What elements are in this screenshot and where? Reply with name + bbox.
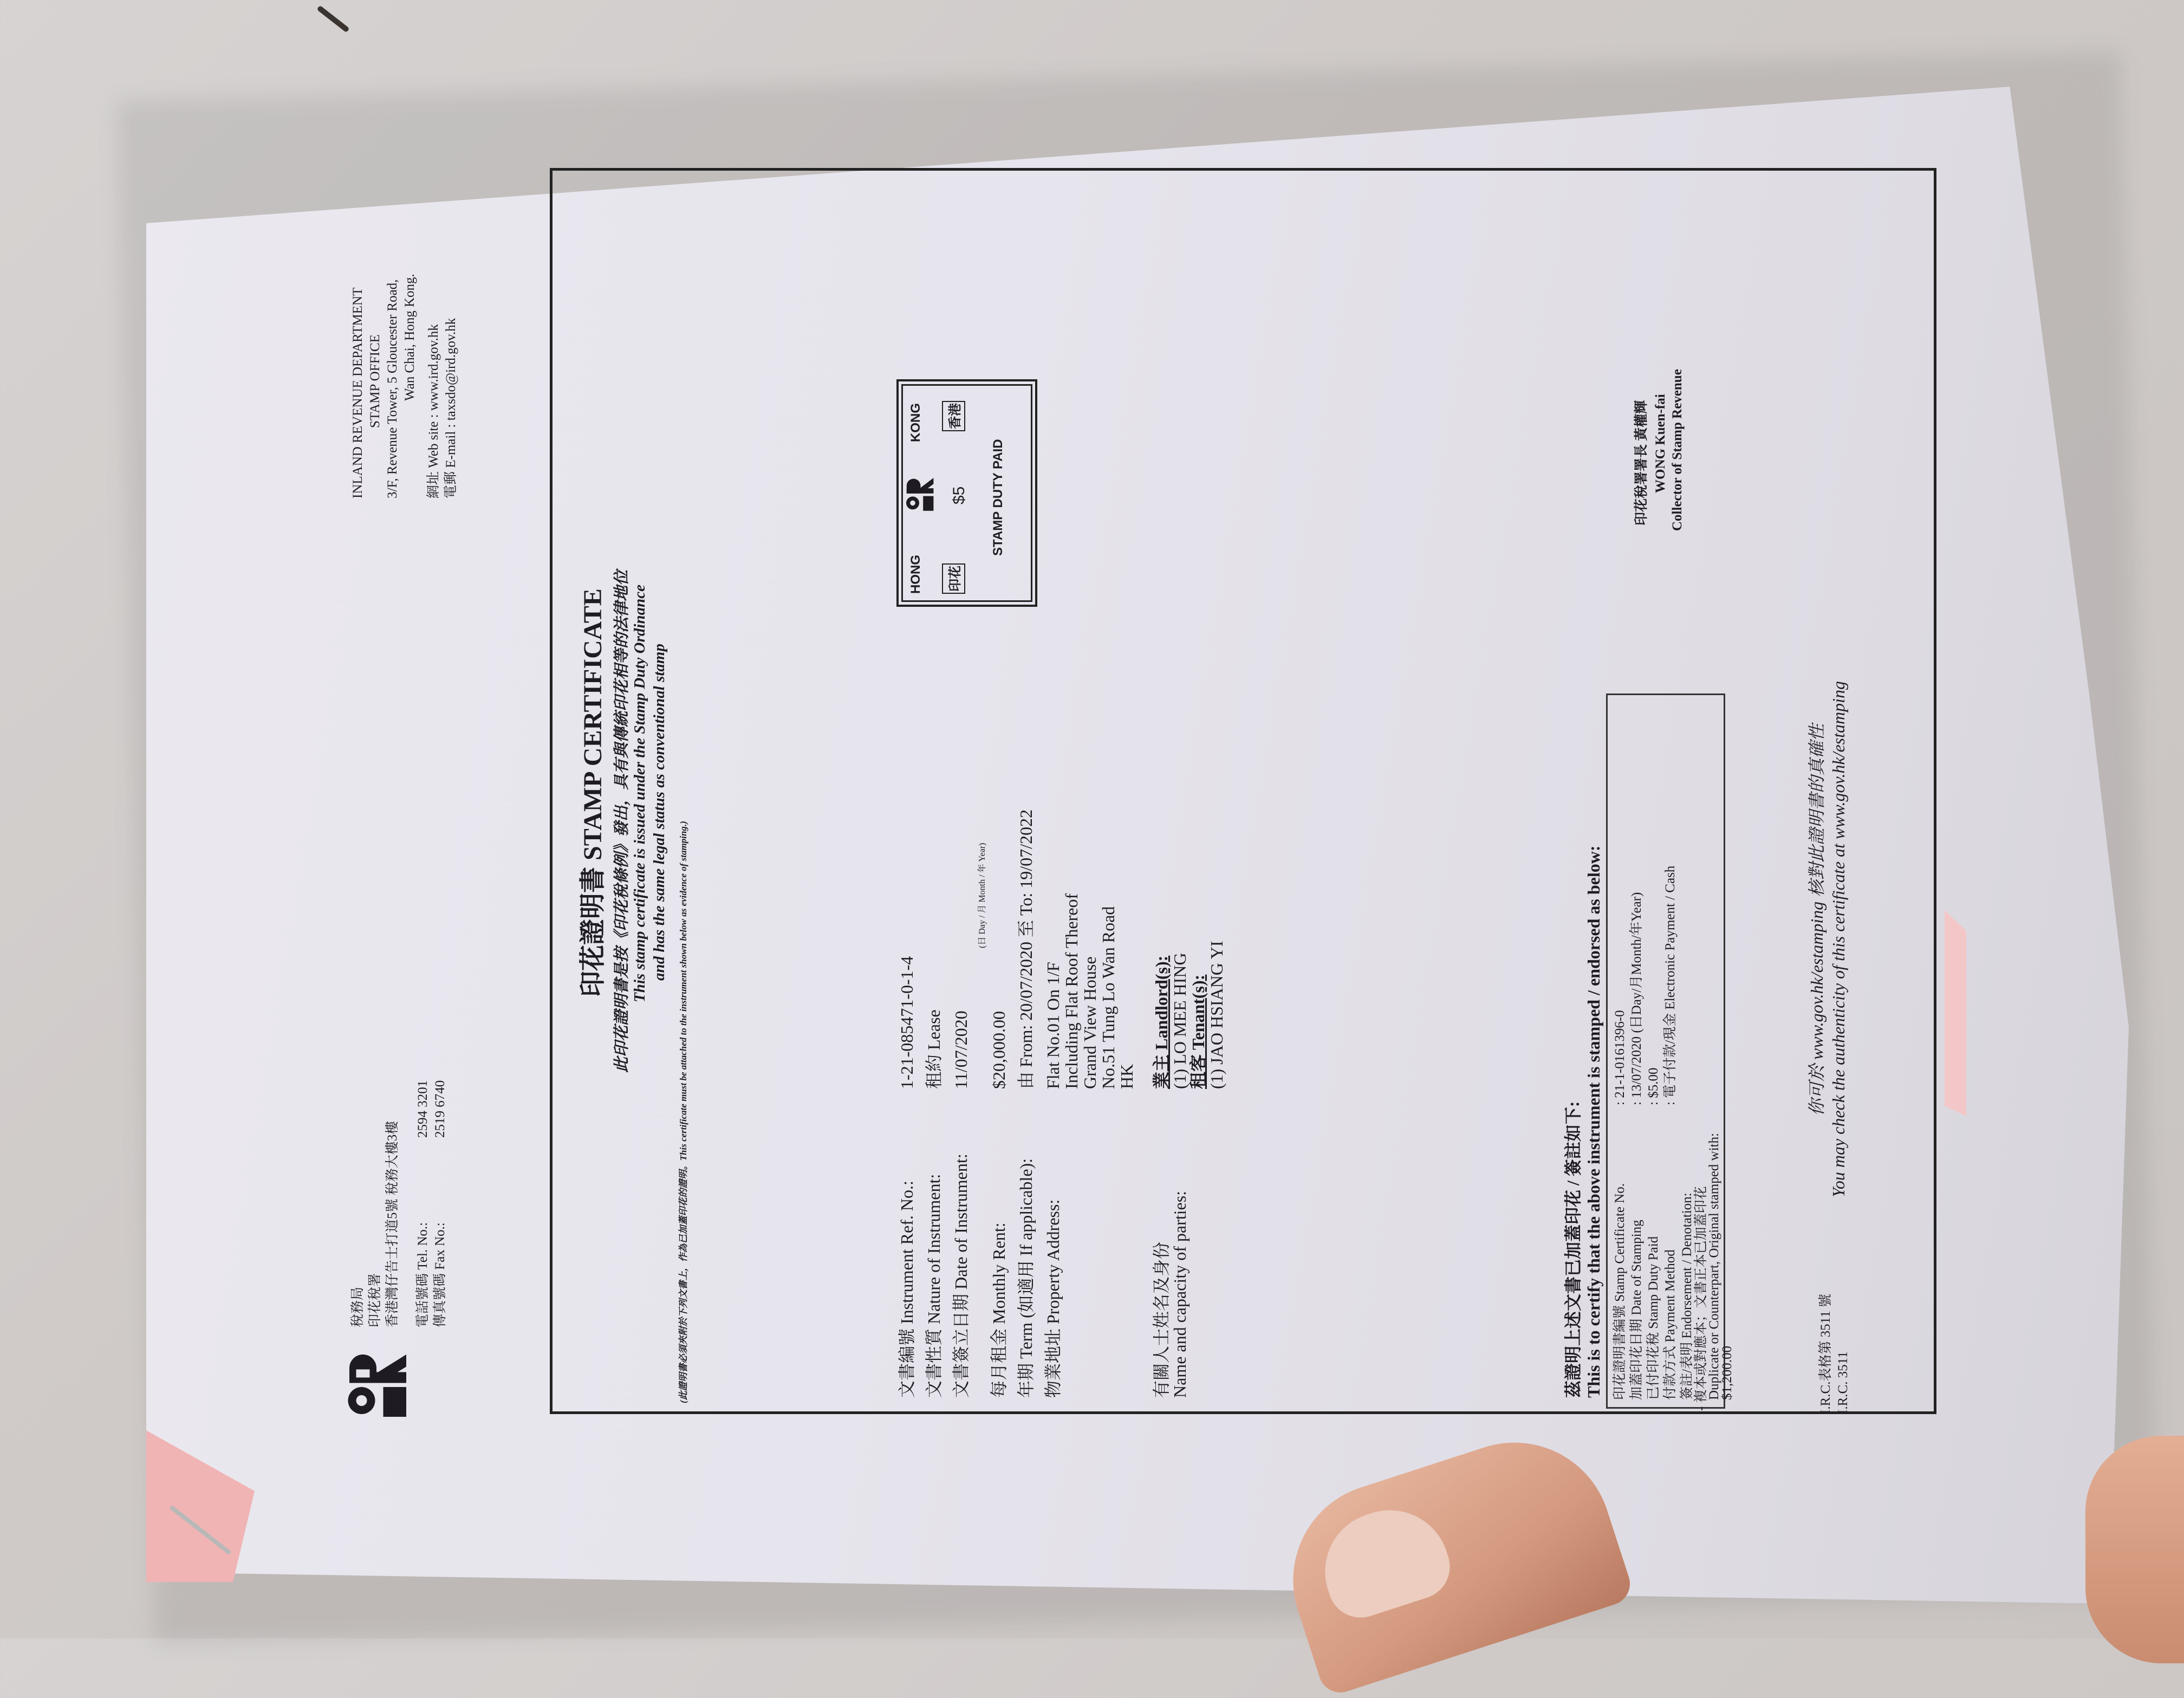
cert-no-label: 印花證明書編號 Stamp Certificate No. [1613,1183,1627,1400]
dept-zh-2: 印花稅署 [368,1273,382,1327]
stamp-seal-right: 香港 [942,401,965,431]
dept-en-1: INLAND REVENUE DEPARTMENT [350,287,365,498]
address-line-5: HK [1117,1064,1136,1089]
collector-zh: 印花稅署署長 黃權輝 [1634,400,1649,526]
stamping-date-value: : 13/07/2020 (日Day/月Month/年Year) [1629,892,1644,1105]
dept-en-2: STAMP OFFICE [368,334,382,428]
address-line-1: Flat No.01 On 1/F [1043,962,1063,1089]
collector-title: Collector of Stamp Revenue [1670,369,1685,531]
landlord-name: (1) LO MEE HING [1170,952,1190,1089]
tel-label: 電話號碼 Tel. No.: [415,1222,430,1327]
ird-logo-small-icon [904,469,937,513]
website: 網址 Web site : www.ird.gov.hk [426,324,441,498]
address-line-3: Grand View House [1080,956,1100,1089]
endorsement-line-4: $1,200.00 [1720,1346,1734,1400]
landlord-label: 業主 Landlord(s): [1152,955,1171,1089]
certify-zh: 茲證明上述文書已加蓋印花 / 簽註如下: [1563,1101,1583,1398]
endorsement-line-2: - 複本或對應本；文書正本已加蓋印花 [1694,1186,1708,1411]
instrument-ref-label: 文書編號 Instrument Ref. No.: [897,1181,916,1398]
tenant-label: 租客 Tenant(s): [1188,974,1208,1089]
fax-label: 傳真號碼 Fax No.: [433,1222,447,1327]
address-en-2: Wan Chai, Hong Kong. [402,274,417,401]
stamping-date-label: 加蓋印花日期 Date of Stamping [1629,1220,1644,1400]
stamp-duty-paid-label: STAMP DUTY PAID [991,439,1005,556]
collector-name: WONG Kuen-fai [1653,394,1668,493]
tel-value: 2594 3201 [415,1080,430,1138]
form-number-en: I.R.C. 3511 [1836,1351,1850,1414]
stamp-amount: $5 [950,486,968,504]
stamp-kong: KONG [908,403,923,442]
date-label: 文書簽立日期 Date of Instrument: [951,1153,971,1398]
finger [2085,1436,2184,1663]
address-en-1: 3/F, Revenue Tower, 5 Gloucester Road, [385,279,400,498]
address-line-2: Including Flat Roof Thereof [1062,893,1081,1089]
endorsement-line-3: Duplicate or Counterpart, Original stamped with: [1707,1133,1721,1400]
nature-value: 租約 Lease [924,1009,944,1089]
form-number-zh: I.R.C.表格第 3511 號 [1818,1294,1833,1414]
certify-en: This is to certify that the above instrument is stamped / endorsed as below: [1584,845,1603,1398]
payment-method-label: 付款方式 Payment Method [1663,1249,1678,1400]
date-value: 11/07/2020 [951,1010,971,1089]
rent-label: 每月租金 Monthly Rent: [989,1222,1009,1398]
pink-copy-edge [1945,910,1966,1116]
subtitle-zh: 此印花證明書是按《印花稅條例》發出，具有與傳統印花相等的法律地位 [613,569,630,1073]
stamp-seal-left: 印花 [942,563,965,594]
parties-label-zh: 有關人士姓名及身份 [1152,1241,1171,1398]
duty-paid-label: 已付印花稅 Stamp Duty Paid [1646,1236,1661,1400]
duty-paid-value: : $5.00 [1646,1067,1661,1105]
payment-method-value: : 電子付款/現金 Electronic Payment / Cash [1663,865,1678,1105]
dept-zh-1: 稅務局 [350,1286,365,1327]
stamp-hong: HONG [908,555,923,594]
endorsement-line-1: 簽註/表明 Endorsement / Denotation: [1680,1193,1694,1400]
stamp-certificate [344,141,1915,1420]
ird-logo-icon [344,1352,412,1420]
certificate-frame [550,168,1936,1414]
address-label: 物業地址 Property Address: [1043,1199,1063,1398]
check-en: You may check the authenticity of this certificate at www.gov.hk/estamping [1829,681,1848,1197]
term-value: 由 From: 20/07/2020 至 To: 19/07/2022 [1016,809,1036,1089]
tenant-name: (1) JAO HSIANG YI [1207,941,1226,1089]
nature-label: 文書性質 Nature of Instrument: [924,1174,944,1398]
cert-no-value: : 21-1-0161396-0 [1613,1010,1627,1105]
date-format-hint: (日 Day / 月 Month / 年 Year) [978,842,987,948]
subtitle-en-2: and has the same legal status as conventional stamp [651,644,668,981]
check-zh: 你可於 www.gov.hk/estamping 核對此證明書的真確性 [1807,723,1826,1116]
address-line-4: No.51 Tung Lo Wan Road [1098,906,1118,1089]
term-label: 年期 Term (如適用 If applicable): [1016,1158,1036,1398]
rent-value: $20,000.00 [989,1011,1009,1089]
parties-label-en: Name and capacity of parties: [1170,1190,1190,1398]
hair-strand [316,5,349,33]
certificate-title: 印花證明書 STAMP CERTIFICATE [578,588,607,997]
attachment-note: (此證明書必須夾附於下列文書上，作為已加蓋印花的證明。This certificate must be attached to the instrument shown below as evidence of stamping.) [678,821,688,1403]
subtitle-en-1: This stamp certificate is issued under the Stamp Duty Ordinance [631,585,648,1002]
stamp-duty-paid-stamp [896,379,1037,607]
fax-value: 2519 6740 [433,1080,447,1138]
address-zh: 香港灣仔告士打道5號 稅務大樓3樓 [385,1120,400,1327]
email: 電郵 E-mail : taxsdo@ird.gov.hk [444,317,458,498]
instrument-ref-value: 1-21-085471-0-1-4 [897,956,916,1089]
